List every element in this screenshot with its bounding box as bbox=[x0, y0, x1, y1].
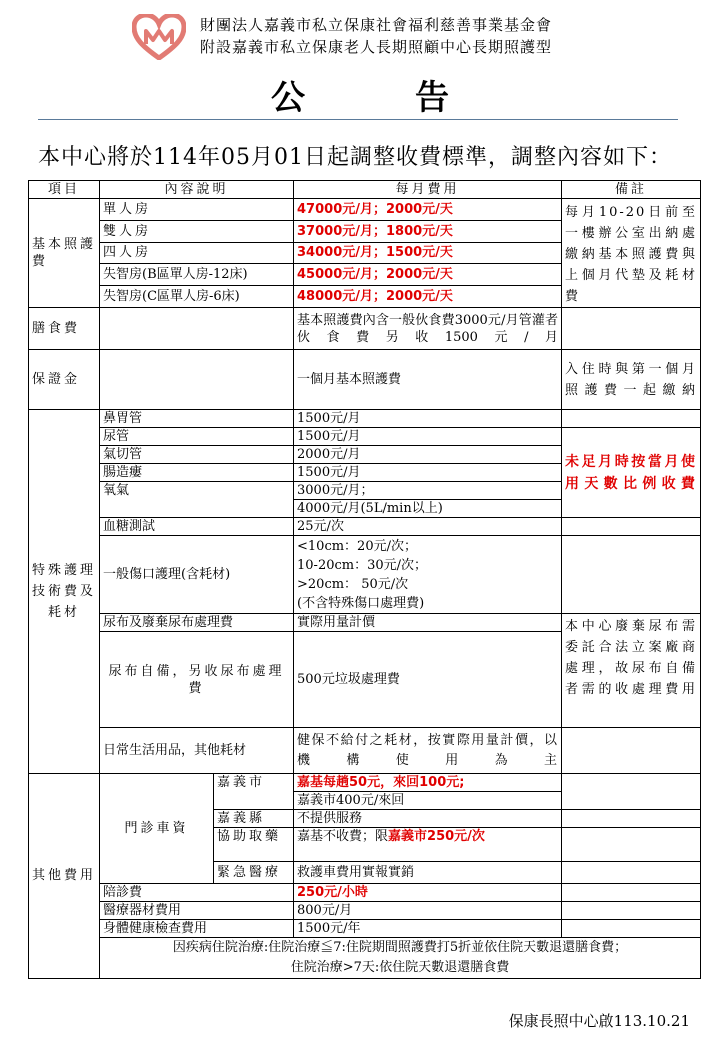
room-name: 四人房 bbox=[100, 242, 294, 264]
wound-care-fee: <10cm：20元/次； 10-20cm：30元/次； >20cm： 50元/次 (不含特殊傷口處理費) bbox=[294, 536, 562, 614]
medicine-assist-name: 協助取藥 bbox=[214, 828, 294, 862]
col-header-item: 項目 bbox=[29, 181, 100, 199]
hospitalization-note: 因疾病住院治療:住院治療≦7:住院期間照護費打5折並依住院天數退還膳食費； 住院治療>7天:依住院天數退還膳食費 bbox=[100, 938, 701, 979]
foundation-logo bbox=[132, 14, 186, 60]
table-row bbox=[29, 938, 701, 979]
meal-fee: 基本照護費內含一般伙食費3000元/月管灌者伙食費另收1500元/月 bbox=[294, 308, 562, 350]
oxygen-fee-1: 3000元/月； bbox=[294, 482, 562, 500]
special-item-fee: 1500元/月 bbox=[294, 464, 562, 482]
category-basic-care: 基本照護費 bbox=[29, 199, 100, 308]
prorate-note: 未足月時按當月使用天數比例收費 bbox=[562, 428, 701, 518]
room-name: 雙人房 bbox=[100, 220, 294, 242]
room-name: 失智房(C區單人房-6床) bbox=[100, 286, 294, 308]
diaper-self-note: 本中心廢棄尿布需委託合法立案廠商處理，故尿布自備者需的收處理費用 bbox=[562, 614, 701, 728]
chiayi-city-fee-2: 嘉義市400元/來回 bbox=[294, 792, 562, 810]
category-meal: 膳食費 bbox=[29, 308, 100, 350]
room-name: 失智房(B區單人房-12床) bbox=[100, 264, 294, 286]
col-header-description: 內容說明 bbox=[100, 181, 294, 199]
table-row bbox=[29, 884, 701, 902]
deposit-note: 入住時與第一個月照護費一起繳納 bbox=[562, 350, 701, 410]
checkup-fee: 1500元/年 bbox=[294, 920, 562, 938]
room-name: 單人房 bbox=[100, 199, 294, 221]
table-row bbox=[29, 518, 701, 536]
glucose-fee: 25元/次 bbox=[294, 518, 562, 536]
table-row bbox=[29, 410, 701, 428]
deposit-fee: 一個月基本照護費 bbox=[294, 350, 562, 410]
room-fee: 37000元/月；1800元/天 bbox=[294, 220, 562, 242]
fee-table bbox=[28, 180, 701, 979]
organization-name: 財團法人嘉義市私立保康社會福利慈善事業基金會 附設嘉義市私立保康老人長期照顧中心長期照護型 bbox=[200, 16, 553, 56]
special-item-fee: 1500元/月 bbox=[294, 428, 562, 446]
table-row bbox=[29, 536, 701, 614]
category-special-care: 特殊護理技術費及耗材 bbox=[29, 410, 100, 774]
oxygen-name: 氧氣 bbox=[100, 482, 294, 518]
special-item-name: 氣切管 bbox=[100, 446, 294, 464]
special-item-name: 鼻胃管 bbox=[100, 410, 294, 428]
col-header-monthly-fee: 每月費用 bbox=[294, 181, 562, 199]
diaper-name: 尿布及廢棄尿布處理費 bbox=[100, 614, 294, 632]
table-header-row bbox=[29, 181, 701, 199]
table-row bbox=[29, 614, 701, 632]
diaper-self-fee: 500元垃圾處理費 bbox=[294, 632, 562, 728]
chiayi-county-fee: 不提供服務 bbox=[294, 810, 562, 828]
table-row bbox=[29, 920, 701, 938]
chiayi-city-name: 嘉義市 bbox=[214, 774, 294, 810]
special-item-name: 腸造瘻 bbox=[100, 464, 294, 482]
basic-care-note: 每月10-20日前至一樓辦公室出納處繳納基本照護費與上個月代墊及耗材費 bbox=[562, 199, 701, 308]
special-item-name: 尿管 bbox=[100, 428, 294, 446]
table-row bbox=[29, 350, 701, 410]
col-header-note: 備註 bbox=[562, 181, 701, 199]
room-fee: 48000元/月；2000元/天 bbox=[294, 286, 562, 308]
table-row bbox=[29, 728, 701, 774]
table-row bbox=[29, 199, 701, 221]
chiayi-city-fee: 嘉基每趟50元，來回100元; bbox=[294, 774, 562, 792]
oxygen-fee-2: 4000元/月(5L/min以上) bbox=[294, 500, 562, 518]
page-title: 公告 bbox=[271, 78, 559, 118]
escort-name: 陪診費 bbox=[100, 884, 294, 902]
category-deposit: 保證金 bbox=[29, 350, 100, 410]
chiayi-county-name: 嘉義縣 bbox=[214, 810, 294, 828]
checkup-name: 身體健康檢查費用 bbox=[100, 920, 294, 938]
daily-items-fee: 健保不給付之耗材，按實際用量計價，以機構使用為主 bbox=[294, 728, 562, 774]
table-row bbox=[29, 428, 701, 446]
room-fee: 34000元/月；1500元/天 bbox=[294, 242, 562, 264]
emergency-fee: 救護車費用實報實銷 bbox=[294, 862, 562, 884]
title-divider bbox=[38, 119, 678, 120]
special-item-fee: 2000元/月 bbox=[294, 446, 562, 464]
equipment-fee: 800元/月 bbox=[294, 902, 562, 920]
table-row bbox=[29, 308, 701, 350]
footer-signature: 保康長照中心啟113.10.21 bbox=[508, 1012, 690, 1030]
special-item-fee: 1500元/月 bbox=[294, 410, 562, 428]
table-row bbox=[29, 774, 701, 792]
medicine-assist-fee: 嘉基不收費；限嘉義市250元/次 bbox=[294, 828, 562, 862]
diaper-self-name: 尿布自備，另收尿布處理費 bbox=[100, 632, 294, 728]
category-other: 其他費用 bbox=[29, 774, 100, 979]
daily-items-name: 日常生活用品，其他耗材 bbox=[100, 728, 294, 774]
wound-care-name: 一般傷口護理(含耗材) bbox=[100, 536, 294, 614]
escort-fee: 250元/小時 bbox=[294, 884, 562, 902]
intro-text: 本中心將於114年05月01日起調整收費標準，調整內容如下： bbox=[38, 145, 672, 170]
equipment-name: 醫療器材費用 bbox=[100, 902, 294, 920]
clinic-transport-label: 門診車資 bbox=[100, 774, 214, 884]
room-fee: 45000元/月；2000元/天 bbox=[294, 264, 562, 286]
table-row bbox=[29, 902, 701, 920]
glucose-name: 血糖測試 bbox=[100, 518, 294, 536]
diaper-fee: 實際用量計價 bbox=[294, 614, 562, 632]
room-fee: 47000元/月；2000元/天 bbox=[294, 199, 562, 221]
emergency-name: 緊急醫療 bbox=[214, 862, 294, 884]
